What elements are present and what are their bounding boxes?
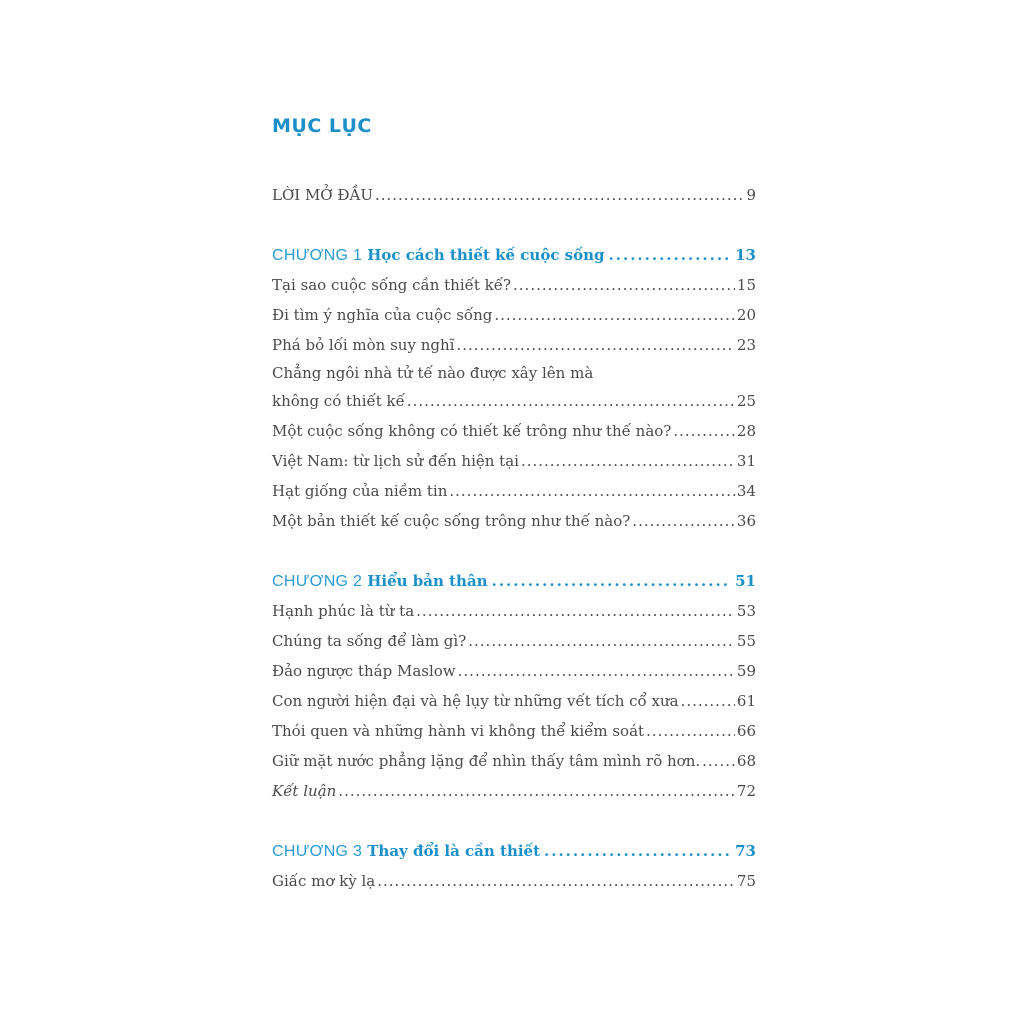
toc-entry-intro[interactable] [272,180,756,210]
dot-leader [407,386,735,416]
dot-leader [681,686,735,716]
entry-page: 25 [736,392,756,410]
section-spacer [272,806,756,836]
toc-entry[interactable] [272,386,756,416]
entry-page: 28 [736,422,756,440]
dot-leader [449,476,735,506]
entry-page: 68 [736,752,756,770]
entry-page: 36 [736,512,756,530]
toc-entry[interactable] [272,330,756,360]
toc-entry[interactable] [272,476,756,506]
dot-leader [521,446,735,476]
dot-leader [416,596,735,626]
chapter-title: Học cách thiết kế cuộc sống [367,246,605,264]
toc-entry[interactable] [272,270,756,300]
table-of-contents [272,110,756,896]
toc-entry[interactable] [272,866,756,896]
chapter-1-heading[interactable] [272,240,756,270]
entry-page: 20 [736,306,756,324]
entry-label: Con người hiện đại và hệ lụy từ những vết tích cổ xưa [272,692,679,710]
dot-leader [513,270,735,300]
entry-label: Hạnh phúc là từ ta [272,602,415,620]
toc-entry[interactable] [272,656,756,686]
toc-title: MỤC LỤC [272,115,372,137]
entry-page: 59 [736,662,756,680]
chapter-title: Thay đổi là cần thiết [367,842,541,860]
entry-label: Một cuộc sống không có thiết kế trông như thế nào? [272,422,672,440]
entry-label: Một bản thiết kế cuộc sống trông như thế nào? [272,512,631,530]
entry-page: 15 [736,276,756,294]
entry-page: 9 [746,186,756,204]
dot-leader [544,836,731,866]
toc-entry[interactable] [272,626,756,656]
entry-label: Phá bỏ lối mòn suy nghĩ [272,336,455,354]
chapter-page: 73 [735,842,756,860]
dot-leader [456,330,734,360]
entry-label: Kết luận [272,782,337,800]
toc-entry[interactable] [272,300,756,330]
entry-page: 66 [736,722,756,740]
entry-label: không có thiết kế [272,392,405,410]
entry-page: 55 [736,632,756,650]
toc-entry-line1[interactable] [272,360,756,386]
entry-label: Chúng ta sống để làm gì? [272,632,467,650]
toc-entry[interactable] [272,686,756,716]
entry-page: 75 [736,872,756,890]
chapter-prefix: CHƯƠNG 3 [272,843,363,860]
toc-entry[interactable] [272,716,756,746]
entry-label: Thói quen và những hành vi không thể kiểm soát [272,722,645,740]
chapter-2-heading[interactable] [272,566,756,596]
entry-page: 61 [736,692,756,710]
entry-page: 31 [736,452,756,470]
dot-leader [609,240,732,270]
dot-leader [468,626,735,656]
chapter-page: 13 [735,246,756,264]
dot-leader [375,180,744,210]
entry-label-line1: Chẳng ngôi nhà tử tế nào được xây lên mà [272,364,594,382]
chapter-3-heading[interactable] [272,836,756,866]
entry-label: Giấc mơ kỳ lạ [272,872,376,890]
toc-entry[interactable] [272,776,756,806]
dot-leader [492,566,732,596]
section-spacer [272,536,756,566]
chapter-page: 51 [735,572,756,590]
dot-leader [702,746,735,776]
entry-label: Hạt giống của niềm tin [272,482,448,500]
entry-label: Tại sao cuộc sống cần thiết kế? [272,276,512,294]
toc-entry[interactable] [272,446,756,476]
entry-page: 72 [736,782,756,800]
dot-leader [377,866,735,896]
toc-entry[interactable] [272,416,756,446]
entry-label: Việt Nam: từ lịch sử đến hiện tại [272,452,519,470]
chapter-title: Hiểu bản thân [367,572,488,590]
entry-page: 53 [736,602,756,620]
dot-leader [494,300,735,330]
chapter-prefix: CHƯƠNG 1 [272,247,363,264]
dot-leader [646,716,735,746]
dot-leader [632,506,735,536]
entry-label: Đi tìm ý nghĩa của cuộc sống [272,306,493,324]
entry-label: Đảo ngược tháp Maslow [272,662,456,680]
toc-entry[interactable] [272,506,756,536]
chapter-prefix: CHƯƠNG 2 [272,573,363,590]
dot-leader [458,656,735,686]
toc-entry[interactable] [272,596,756,626]
entry-page: 34 [736,482,756,500]
dot-leader [338,776,735,806]
dot-leader [673,416,735,446]
entry-page: 23 [736,336,756,354]
entry-label: LỜI MỞ ĐẦU [272,186,373,204]
entry-label: Giữ mặt nước phẳng lặng để nhìn thấy tâm mình rõ hơn. [272,752,701,770]
toc-entry[interactable] [272,746,756,776]
